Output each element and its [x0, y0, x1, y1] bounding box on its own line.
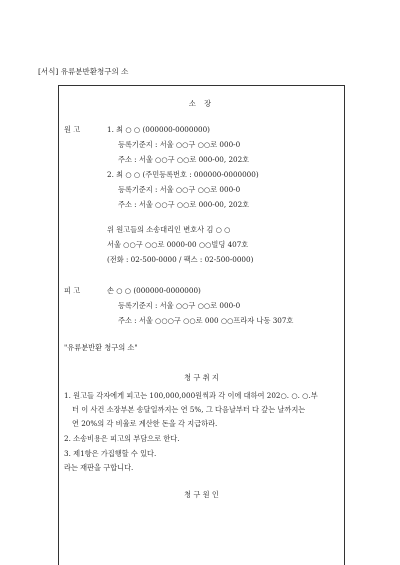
case-name: "유류분반환 청구의 소" — [64, 343, 138, 352]
counsel-contact: (전화 : 02-500-0000 / 팩스 : 02-500-0000) — [107, 255, 254, 264]
defendant-name: 손 ○ ○ (000000-0000000) — [107, 286, 201, 295]
document-header: [서식] 유류분반환청구의 소 — [38, 67, 129, 76]
claim-line: 2. 소송비용은 피고의 부담으로 한다. — [64, 434, 180, 443]
plaintiff-label: 원 고 — [64, 125, 81, 134]
document-title: 소 장 — [188, 99, 215, 108]
plaintiff-2-name: 2. 최 ○ ○ (주민등록번호 : 000000-0000000) — [107, 170, 259, 179]
claim-line: 연 20%의 각 비율로 계산한 돈을 각 지급하라. — [72, 419, 218, 428]
plaintiff-2-registry: 등록기준지 : 서울 ○○구 ○○로 000-0 — [118, 185, 241, 194]
counsel-intro: 위 원고들의 소송대리인 변호사 김 ○ ○ — [107, 225, 231, 234]
defendant-address: 주소 : 서울 ○○○구 ○○로 000 ○○프라자 나동 307호 — [118, 316, 294, 325]
plaintiff-1-registry: 등록기준지 : 서울 ○○구 ○○로 000-0 — [118, 140, 241, 149]
claim-line: 3. 제1항은 가집행할 수 있다. — [64, 449, 157, 458]
counsel-address: 서울 ○○구 ○○로 0000-00 ○○빌딩 407호 — [107, 240, 249, 249]
defendant-registry: 등록기준지 : 서울 ○○구 ○○로 000-0 — [118, 301, 241, 310]
claim-heading: 청 구 취 지 — [184, 373, 219, 382]
claim-line: 1. 원고들 각자에게 피고는 100,000,000원씩과 각 이에 대하여 202○. ○. ○.부 — [64, 391, 318, 400]
claim-line: 터 이 사건 소장부본 송달일까지는 연 5%, 그 다음날부터 다 갚는 날까지는 — [72, 405, 306, 414]
claim-line: 라는 재판을 구합니다. — [64, 463, 134, 472]
cause-heading: 청 구 원 인 — [184, 490, 219, 499]
plaintiff-2-address: 주소 : 서울 ○○구 ○○로 000-00, 202호 — [118, 200, 250, 209]
plaintiff-1-name: 1. 최 ○ ○ (000000-0000000) — [107, 125, 210, 134]
plaintiff-1-address: 주소 : 서울 ○○구 ○○로 000-00, 202호 — [118, 155, 250, 164]
defendant-label: 피 고 — [64, 286, 81, 295]
